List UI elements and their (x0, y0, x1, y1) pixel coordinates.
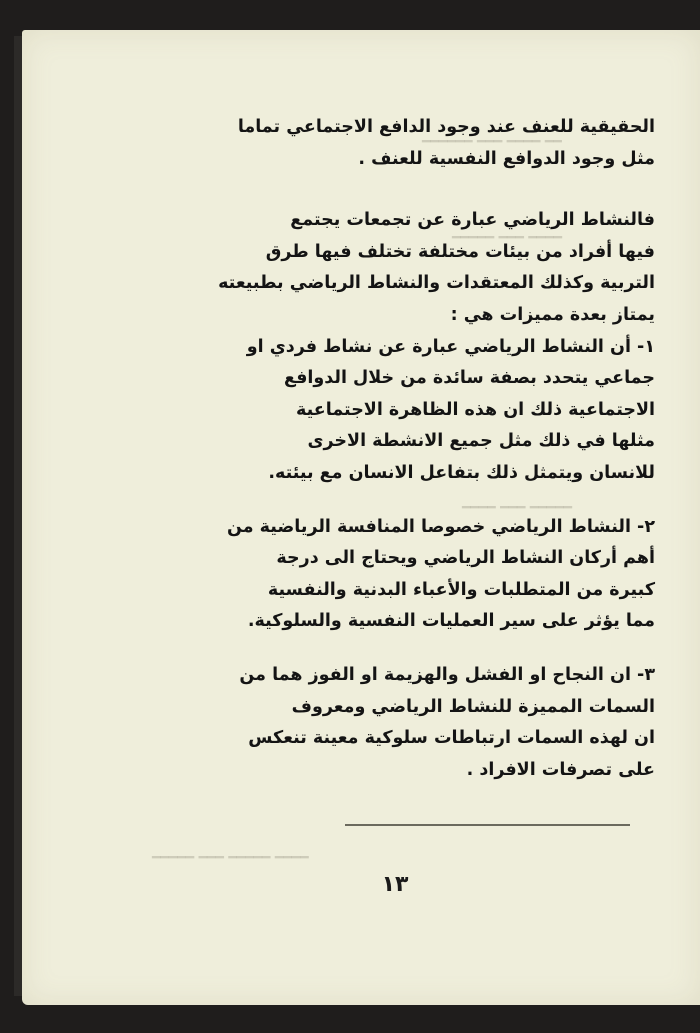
text-line: مثل وجود الدوافع النفسية للعنف . (358, 148, 655, 169)
text-line: الحقيقية للعنف عند وجود الدافع الاجتماعي تماما (237, 117, 655, 137)
paragraph-intro (107, 112, 655, 175)
text-line: فيها أفراد من بيئات مختلفة تختلف فيها طرق (265, 241, 655, 262)
text-line: فالنشاط الرياضي عبارة عن تجمعات يجتمع (290, 210, 655, 231)
bleed-through-mark: ━━━━ ━━━ ━━━━━ (452, 230, 563, 246)
paragraph-sport-activity (107, 205, 655, 331)
list-item-1 (107, 332, 655, 490)
text-line: مما يؤثر على سير العمليات النفسية والسلوكية. (247, 611, 655, 632)
text-line: الاجتماعية ذلك ان هذه الظاهرة الاجتماعية (296, 399, 655, 420)
text-line: جماعي يتحدد بصفة سائدة من خلال الدوافع (284, 368, 655, 389)
book-page (22, 30, 700, 1005)
paragraph-gap (107, 638, 655, 660)
text-line: أهم أركان النشاط الرياضي ويحتاج الى درجة (276, 548, 655, 569)
list-item-2 (107, 512, 655, 638)
text-line: ٢- النشاط الرياضي خصوصا المنافسة الرياضية من (226, 516, 655, 537)
text-line: ٣- ان النجاح او الفشل والهزيمة او الفوز هما من (239, 664, 655, 685)
text-line: يمتاز بعدة مميزات هي : (450, 304, 655, 325)
bleed-through-mark: ━━━━━ ━━━ ━━━━ (462, 500, 573, 516)
text-line: السمات المميزة للنشاط الرياضي ومعروف (291, 696, 655, 717)
text-line: التربية وكذلك المعتقدات والنشاط الرياضي بطبيعته (218, 273, 655, 294)
list-item-3 (107, 660, 655, 786)
footnote-rule (345, 824, 630, 826)
text-line: ان لهذه السمات ارتباطات سلوكية معينة تنعكس (248, 728, 655, 749)
paragraph-gap (107, 175, 655, 205)
body-text (107, 112, 655, 786)
bleed-through-mark: ━━━━ ━━━━━ ━━━ ━━━━━ (152, 850, 309, 866)
text-line: للانسان ويتمثل ذلك بتفاعل الانسان مع بيئته. (268, 462, 655, 483)
text-line: على تصرفات الافراد . (466, 759, 655, 780)
text-line: مثلها في ذلك مثل جميع الانشطة الاخرى (307, 431, 655, 452)
paragraph-gap (107, 490, 655, 512)
text-line: ١- أن النشاط الرياضي عبارة عن نشاط فردي او (246, 336, 655, 357)
text-line: كبيرة من المتطلبات والأعباء البدنية والنفسية (267, 579, 655, 600)
bleed-through-mark: ━━ ━━━━ ━━━ ━━━━━━ (422, 134, 562, 150)
page-number: ١٣ (381, 872, 409, 897)
